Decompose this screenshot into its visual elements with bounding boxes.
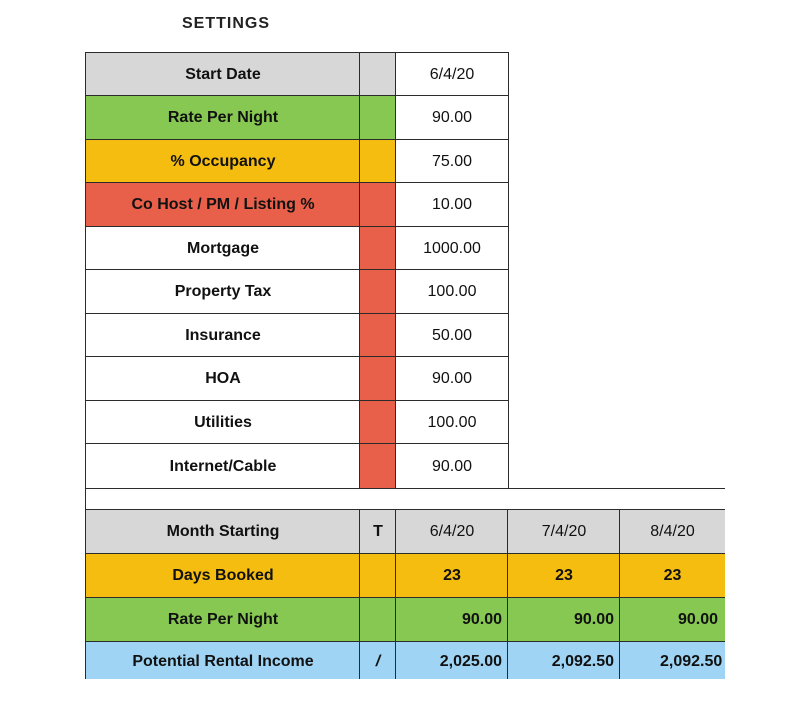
projection-label-rate-per-night[interactable]: Rate Per Night <box>85 597 361 643</box>
settings-value-occupancy[interactable]: 75.00 <box>395 139 509 184</box>
settings-marker-occupancy[interactable] <box>359 139 397 184</box>
settings-label-internet[interactable]: Internet/Cable <box>85 443 361 490</box>
projection-rate-2[interactable]: 90.00 <box>507 597 621 643</box>
projection-marker-rental-income[interactable]: / <box>359 641 397 679</box>
projection-marker-days-booked[interactable] <box>359 553 397 599</box>
projection-label-days-booked[interactable]: Days Booked <box>85 553 361 599</box>
settings-label-rate-per-night[interactable]: Rate Per Night <box>85 95 361 140</box>
settings-value-cohost[interactable]: 10.00 <box>395 182 509 227</box>
settings-marker-utilities[interactable] <box>359 400 397 445</box>
projection-label-rental-income[interactable]: Potential Rental Income <box>85 641 361 679</box>
settings-value-start-date[interactable]: 6/4/20 <box>395 52 509 97</box>
settings-marker-property-tax[interactable] <box>359 269 397 314</box>
settings-value-mortgage[interactable]: 1000.00 <box>395 226 509 271</box>
projection-header-label[interactable]: Month Starting <box>85 509 361 555</box>
settings-label-insurance[interactable]: Insurance <box>85 313 361 358</box>
settings-marker-mortgage[interactable] <box>359 226 397 271</box>
sheet-title-cut-off: SETTINGS <box>182 15 271 32</box>
settings-marker-hoa[interactable] <box>359 356 397 401</box>
settings-value-internet[interactable]: 90.00 <box>395 443 509 490</box>
projection-income-3[interactable]: 2,092.50 <box>619 641 725 679</box>
settings-marker-internet[interactable] <box>359 443 397 490</box>
settings-marker-rate-per-night[interactable] <box>359 95 397 140</box>
projection-days-booked-3[interactable]: 23 <box>619 553 725 599</box>
settings-value-utilities[interactable]: 100.00 <box>395 400 509 445</box>
projection-header-month-2[interactable]: 7/4/20 <box>507 509 621 555</box>
projection-header-month-1[interactable]: 6/4/20 <box>395 509 509 555</box>
settings-value-rate-per-night[interactable]: 90.00 <box>395 95 509 140</box>
settings-value-insurance[interactable]: 50.00 <box>395 313 509 358</box>
settings-label-hoa[interactable]: HOA <box>85 356 361 401</box>
projection-rate-1[interactable]: 90.00 <box>395 597 509 643</box>
projection-rate-3[interactable]: 90.00 <box>619 597 725 643</box>
projection-days-booked-1[interactable]: 23 <box>395 553 509 599</box>
projection-header-month-3[interactable]: 8/4/20 <box>619 509 725 555</box>
settings-label-cohost[interactable]: Co Host / PM / Listing % <box>85 182 361 227</box>
settings-value-property-tax[interactable]: 100.00 <box>395 269 509 314</box>
settings-label-mortgage[interactable]: Mortgage <box>85 226 361 271</box>
projection-days-booked-2[interactable]: 23 <box>507 553 621 599</box>
settings-value-hoa[interactable]: 90.00 <box>395 356 509 401</box>
projection-income-1[interactable]: 2,025.00 <box>395 641 509 679</box>
settings-label-start-date[interactable]: Start Date <box>85 52 361 97</box>
projection-income-2[interactable]: 2,092.50 <box>507 641 621 679</box>
spacer-row <box>85 488 725 511</box>
projection-header-marker[interactable]: T <box>359 509 397 555</box>
settings-label-property-tax[interactable]: Property Tax <box>85 269 361 314</box>
settings-marker-start-date[interactable] <box>359 52 397 97</box>
settings-label-utilities[interactable]: Utilities <box>85 400 361 445</box>
settings-marker-insurance[interactable] <box>359 313 397 358</box>
settings-label-occupancy[interactable]: % Occupancy <box>85 139 361 184</box>
projection-marker-rate-per-night[interactable] <box>359 597 397 643</box>
settings-marker-cohost[interactable] <box>359 182 397 227</box>
